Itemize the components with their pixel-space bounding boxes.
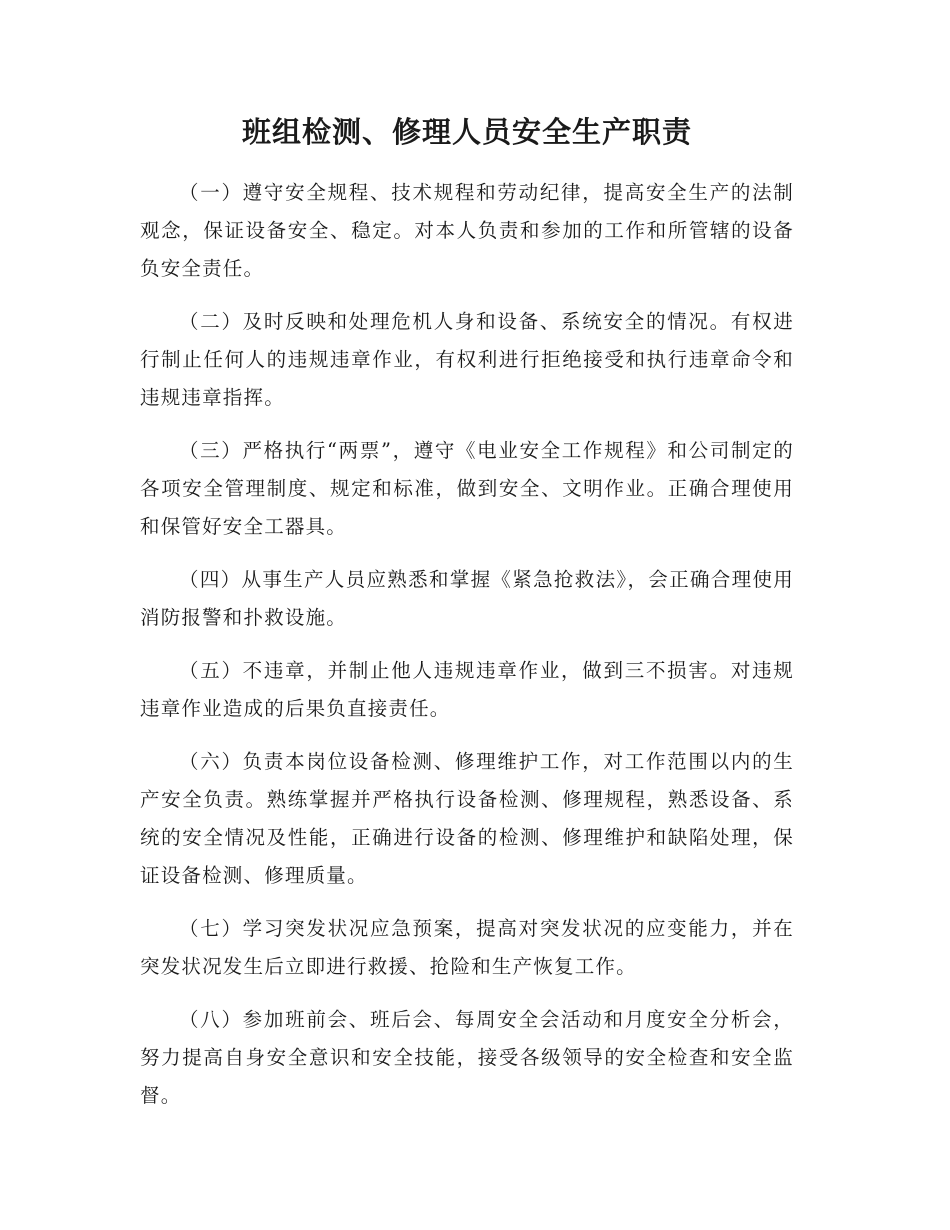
document-page [140,112,794,1130]
paragraph-3: （三）严格执行“两票”，遵守《电业安全工作规程》和公司制定的各项安全管理制度、规定和标准，做到安全、文明作业。正确合理使用和保管好安全工器具。 [140,439,794,538]
paragraph-8: （八）参加班前会、班后会、每周安全会活动和月度安全分析会，努力提高自身安全意识和安全技能，接受各级领导的安全检查和安全监督。 [140,1008,794,1107]
paragraph-6: （六）负责本岗位设备检测、修理维护工作，对工作范围以内的生产安全负责。熟练掌握并严格执行设备检测、修理规程，熟悉设备、系统的安全情况及性能，正确进行设备的检测、修理维护和缺陷处理，保证设备检测、修理质量。 [140,750,794,887]
paragraph-2: （二）及时反映和处理危机人身和设备、系统安全的情况。有权进行制止任何人的违规违章作业，有权利进行拒绝接受和执行违章命令和违规违章指挥。 [140,310,794,409]
paragraph-1: （一）遵守安全规程、技术规程和劳动纪律，提高安全生产的法制观念，保证设备安全、稳定。对本人负责和参加的工作和所管辖的设备负安全责任。 [140,181,794,280]
paragraph-7: （七）学习突发状况应急预案，提高对突发状况的应变能力，并在突发状况发生后立即进行救援、抢险和生产恢复工作。 [140,917,794,978]
paragraph-5: （五）不违章，并制止他人违规违章作业，做到三不损害。对违规违章作业造成的后果负直接责任。 [140,659,794,720]
document-title: 班组检测、修理人员安全生产职责 [241,115,692,149]
paragraph-4: （四）从事生产人员应熟悉和掌握《紧急抢救法》，会正确合理使用消防报警和扑救设施。 [140,568,794,629]
